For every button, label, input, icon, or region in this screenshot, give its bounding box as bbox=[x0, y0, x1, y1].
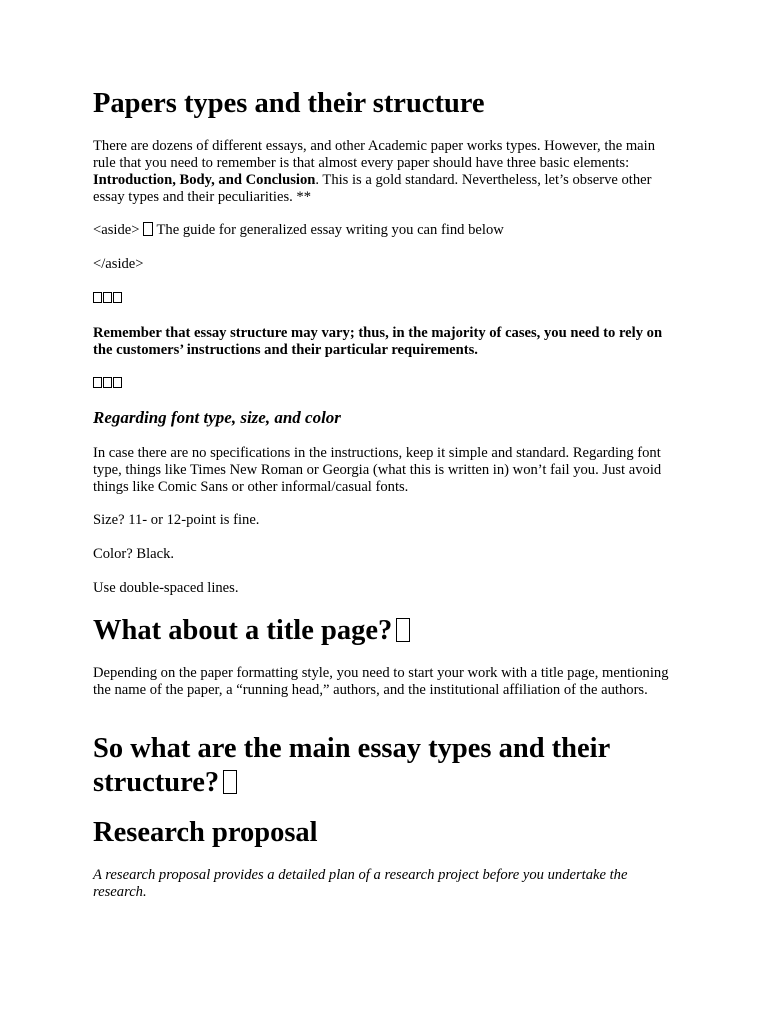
intro-text-end: . This is a gold standard. Nevertheless, let’s observe other essay types and their peculiarities. ** bbox=[93, 172, 652, 205]
missing-glyph-icon bbox=[113, 377, 122, 388]
missing-glyph-icon bbox=[143, 222, 153, 236]
font-paragraph: In case there are no specifications in the instructions, keep it simple and standard. Regarding font type, things like Times New Roman or Georgia (what this is written in) won’t fail you. Just avoid things like Comic Sans or other informal/casual fonts. bbox=[93, 445, 662, 495]
research-proposal-heading: Research proposal bbox=[93, 817, 318, 848]
intro-text-start: There are dozens of different essays, and other Academic paper works types. However, the main rule that you need to remember is that almost every paper should have three basic elements: bbox=[93, 138, 656, 171]
glyph-row-1 bbox=[93, 290, 673, 307]
missing-glyph-icon bbox=[396, 618, 410, 642]
color-line: Color? Black. bbox=[93, 546, 175, 562]
size-line: Size? 11- or 12-point is fine. bbox=[93, 512, 260, 528]
title-page-heading-text: What about a title page? bbox=[93, 615, 393, 646]
missing-glyph-icon bbox=[103, 377, 112, 388]
page-title: Papers types and their structure bbox=[93, 88, 485, 119]
aside-text: The guide for generalized essay writing you can find below bbox=[156, 222, 504, 238]
aside-close-line: </aside> bbox=[93, 256, 144, 272]
missing-glyph-icon bbox=[113, 292, 122, 303]
essay-types-heading bbox=[93, 732, 673, 800]
title-page-paragraph: Depending on the paper formatting style, you need to start your work with a title page, mentioning the name of the paper, a “running head,” authors, and the institutional affiliation of the authors. bbox=[93, 665, 669, 698]
font-subheading: Regarding font type, size, and color bbox=[93, 408, 341, 427]
intro-bold-elements: Introduction, Body, and Conclusion bbox=[93, 172, 316, 188]
missing-glyph-icon bbox=[103, 292, 112, 303]
essay-types-heading-text: So what are the main essay types and their structure? bbox=[93, 733, 610, 798]
research-proposal-paragraph: A research proposal provides a detailed plan of a research project before you undertake the research. bbox=[93, 867, 628, 900]
spacing-line: Use double-spaced lines. bbox=[93, 580, 239, 596]
title-page-heading bbox=[93, 614, 673, 648]
aside-open-tag: <aside> bbox=[93, 222, 140, 238]
missing-glyph-icon bbox=[223, 770, 237, 794]
missing-glyph-icon bbox=[93, 377, 102, 388]
remember-note: Remember that essay structure may vary; thus, in the majority of cases, you need to rely on the customers’ instructions and their particular requirements. bbox=[93, 325, 663, 358]
glyph-row-2 bbox=[93, 375, 673, 392]
missing-glyph-icon bbox=[93, 292, 102, 303]
intro-paragraph bbox=[93, 138, 673, 206]
aside-open-line bbox=[93, 222, 673, 239]
